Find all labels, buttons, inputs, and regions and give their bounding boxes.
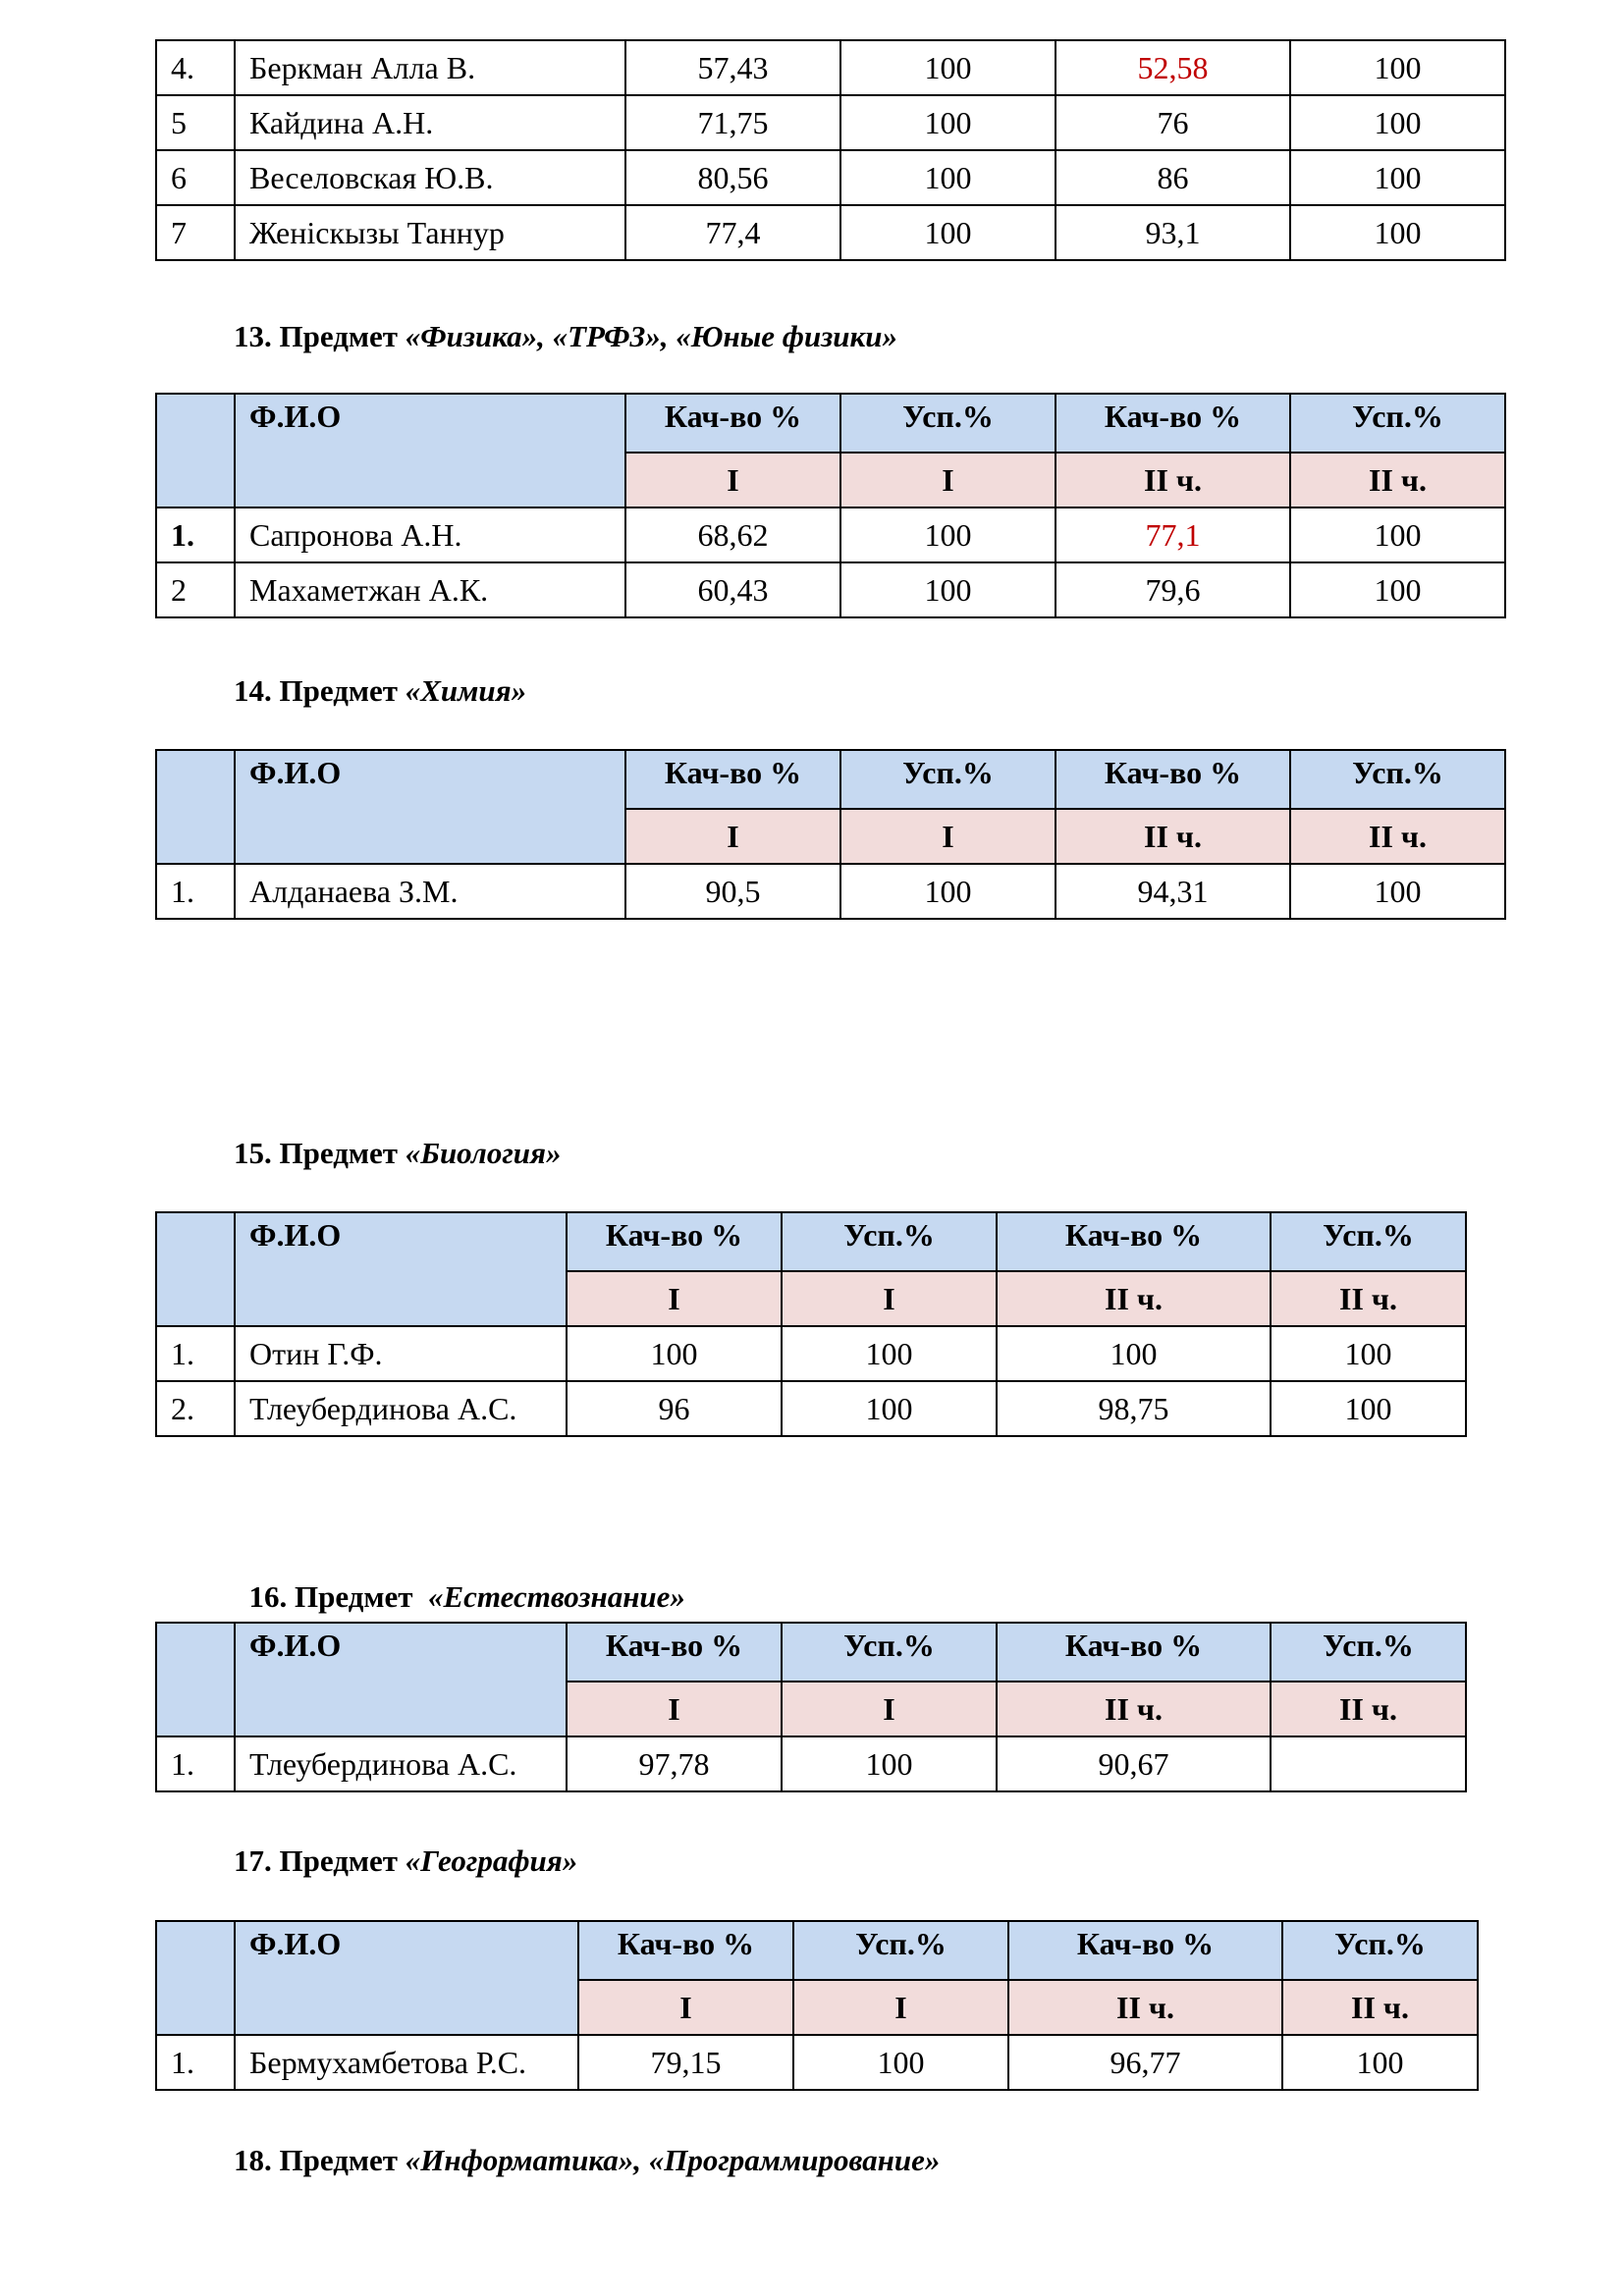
table-row	[156, 40, 1505, 95]
header-success: Усп.%	[782, 1623, 997, 1682]
header-quality: Кач-во %	[567, 1212, 782, 1271]
header-term1: I	[793, 1980, 1008, 2035]
row-number: 1.	[156, 507, 235, 562]
quality-term2: 86	[1056, 150, 1290, 205]
header-quality: Кач-во %	[625, 394, 840, 453]
quality-term1: 80,56	[625, 150, 840, 205]
quality-term1: 96	[567, 1381, 782, 1436]
quality-term2: 76	[1056, 95, 1290, 150]
quality-term1: 57,43	[625, 40, 840, 95]
header-term1: I	[567, 1682, 782, 1736]
quality-term1: 68,62	[625, 507, 840, 562]
row-number: 2.	[156, 1381, 235, 1436]
header-row	[156, 1921, 1478, 1980]
header-row	[156, 1212, 1466, 1271]
header-term2: II ч.	[1056, 809, 1290, 864]
success-term1: 100	[840, 507, 1056, 562]
header-success: Усп.%	[1282, 1921, 1478, 1980]
table-biology	[155, 1211, 1467, 1437]
header-term1: I	[840, 809, 1056, 864]
table-row	[156, 562, 1505, 617]
quality-term1: 100	[567, 1326, 782, 1381]
success-term1: 100	[840, 95, 1056, 150]
success-term2: 100	[1290, 507, 1505, 562]
success-term1: 100	[840, 864, 1056, 919]
success-term2: 100	[1290, 205, 1505, 260]
header-success: Усп.%	[840, 394, 1056, 453]
header-quality: Кач-во %	[1056, 394, 1290, 453]
header-term1: I	[782, 1271, 997, 1326]
teacher-name: Тлеубердинова А.С.	[235, 1381, 567, 1436]
header-term2: II ч.	[1290, 453, 1505, 507]
header-quality: Кач-во %	[578, 1921, 793, 1980]
table-row	[156, 205, 1505, 260]
section-heading-informatics: 18. Предмет «Информатика», «Программирование»	[234, 2143, 941, 2177]
table-row	[156, 1381, 1466, 1436]
header-quality: Кач-во %	[1008, 1921, 1282, 1980]
header-fio: Ф.И.О	[235, 750, 625, 864]
header-term1: I	[578, 1980, 793, 2035]
table-chemistry	[155, 749, 1506, 920]
quality-term1: 90,5	[625, 864, 840, 919]
table-row	[156, 150, 1505, 205]
header-term1: I	[625, 453, 840, 507]
success-term2: 100	[1290, 864, 1505, 919]
header-quality: Кач-во %	[625, 750, 840, 809]
header-success: Усп.%	[793, 1921, 1008, 1980]
teacher-name: Кайдина А.Н.	[235, 95, 625, 150]
header-row	[156, 394, 1505, 453]
header-term1: I	[625, 809, 840, 864]
header-term2: II ч.	[1008, 1980, 1282, 2035]
row-number: 1.	[156, 864, 235, 919]
header-success: Усп.%	[782, 1212, 997, 1271]
header-quality: Кач-во %	[997, 1623, 1271, 1682]
success-term1: 100	[840, 205, 1056, 260]
success-term2: 100	[1290, 40, 1505, 95]
quality-term1: 97,78	[567, 1736, 782, 1791]
row-number: 7	[156, 205, 235, 260]
teacher-name: Сапронова А.Н.	[235, 507, 625, 562]
header-term2: II ч.	[1271, 1271, 1466, 1326]
row-number: 6	[156, 150, 235, 205]
header-success: Усп.%	[1290, 750, 1505, 809]
quality-term2: 79,6	[1056, 562, 1290, 617]
teacher-name: Отин Г.Ф.	[235, 1326, 567, 1381]
table-row	[156, 1736, 1466, 1791]
header-fio: Ф.И.О	[235, 1212, 567, 1326]
success-term1: 100	[782, 1326, 997, 1381]
quality-term1: 79,15	[578, 2035, 793, 2090]
row-number: 5	[156, 95, 235, 150]
header-term2: II ч.	[1056, 453, 1290, 507]
teacher-name: Алданаева З.М.	[235, 864, 625, 919]
header-term2: II ч.	[1282, 1980, 1478, 2035]
quality-term2: 100	[997, 1326, 1271, 1381]
teacher-name: Тлеубердинова А.С.	[235, 1736, 567, 1791]
quality-term2: 94,31	[1056, 864, 1290, 919]
header-success: Усп.%	[1271, 1212, 1466, 1271]
header-number-cell	[156, 1623, 235, 1736]
row-number: 1.	[156, 1736, 235, 1791]
header-row	[156, 1623, 1466, 1682]
header-quality: Кач-во %	[1056, 750, 1290, 809]
success-term2: 100	[1282, 2035, 1478, 2090]
header-term2: II ч.	[1271, 1682, 1466, 1736]
quality-term1: 60,43	[625, 562, 840, 617]
teacher-name: Женіскызы Таннур	[235, 205, 625, 260]
success-term1: 100	[840, 150, 1056, 205]
header-number-cell	[156, 1212, 235, 1326]
table-row	[156, 507, 1505, 562]
success-term2: 100	[1290, 95, 1505, 150]
success-term2: 100	[1290, 150, 1505, 205]
header-number-cell	[156, 394, 235, 507]
quality-term2: 52,58	[1056, 40, 1290, 95]
header-quality: Кач-во %	[997, 1212, 1271, 1271]
quality-term2: 90,67	[997, 1736, 1271, 1791]
success-term1: 100	[793, 2035, 1008, 2090]
header-term2: II ч.	[997, 1682, 1271, 1736]
header-quality: Кач-во %	[567, 1623, 782, 1682]
quality-term1: 77,4	[625, 205, 840, 260]
teacher-name: Веселовская Ю.В.	[235, 150, 625, 205]
success-term1: 100	[840, 562, 1056, 617]
table-row	[156, 864, 1505, 919]
success-term2: 100	[1271, 1326, 1466, 1381]
table-continued	[155, 39, 1506, 261]
teacher-name: Махаметжан А.К.	[235, 562, 625, 617]
success-term1: 100	[782, 1736, 997, 1791]
table-physics	[155, 393, 1506, 618]
quality-term2: 77,1	[1056, 507, 1290, 562]
header-success: Усп.%	[1290, 394, 1505, 453]
table-natural-science	[155, 1622, 1467, 1792]
header-row	[156, 750, 1505, 809]
teacher-name: Бермухамбетова Р.С.	[235, 2035, 578, 2090]
quality-term2: 96,77	[1008, 2035, 1282, 2090]
table-row	[156, 2035, 1478, 2090]
section-heading-geography: 17. Предмет «География»	[234, 1843, 578, 1878]
header-term1: I	[567, 1271, 782, 1326]
teacher-name: Беркман Алла В.	[235, 40, 625, 95]
success-term1: 100	[782, 1381, 997, 1436]
header-term2: II ч.	[1290, 809, 1505, 864]
section-heading-biology: 15. Предмет «Биология»	[234, 1136, 562, 1170]
table-row	[156, 95, 1505, 150]
quality-term1: 71,75	[625, 95, 840, 150]
quality-term2: 93,1	[1056, 205, 1290, 260]
row-number: 2	[156, 562, 235, 617]
success-term2: 100	[1290, 562, 1505, 617]
header-success: Усп.%	[840, 750, 1056, 809]
header-term1: I	[782, 1682, 997, 1736]
table-geography	[155, 1920, 1479, 2091]
header-success: Усп.%	[1271, 1623, 1466, 1682]
quality-term2: 98,75	[997, 1381, 1271, 1436]
row-number: 4.	[156, 40, 235, 95]
header-term2: II ч.	[997, 1271, 1271, 1326]
header-term1: I	[840, 453, 1056, 507]
header-fio: Ф.И.О	[235, 1921, 578, 2035]
section-heading-physics: 13. Предмет «Физика», «ТРФЗ», «Юные физики»	[234, 319, 897, 353]
header-fio: Ф.И.О	[235, 394, 625, 507]
row-number: 1.	[156, 1326, 235, 1381]
header-fio: Ф.И.О	[235, 1623, 567, 1736]
section-heading-natural-science: 16. Предмет «Естествознание»	[248, 1579, 685, 1614]
success-term2	[1271, 1736, 1466, 1791]
success-term2: 100	[1271, 1381, 1466, 1436]
header-number-cell	[156, 1921, 235, 2035]
row-number: 1.	[156, 2035, 235, 2090]
section-heading-chemistry: 14. Предмет «Химия»	[234, 673, 527, 708]
header-number-cell	[156, 750, 235, 864]
success-term1: 100	[840, 40, 1056, 95]
table-row	[156, 1326, 1466, 1381]
